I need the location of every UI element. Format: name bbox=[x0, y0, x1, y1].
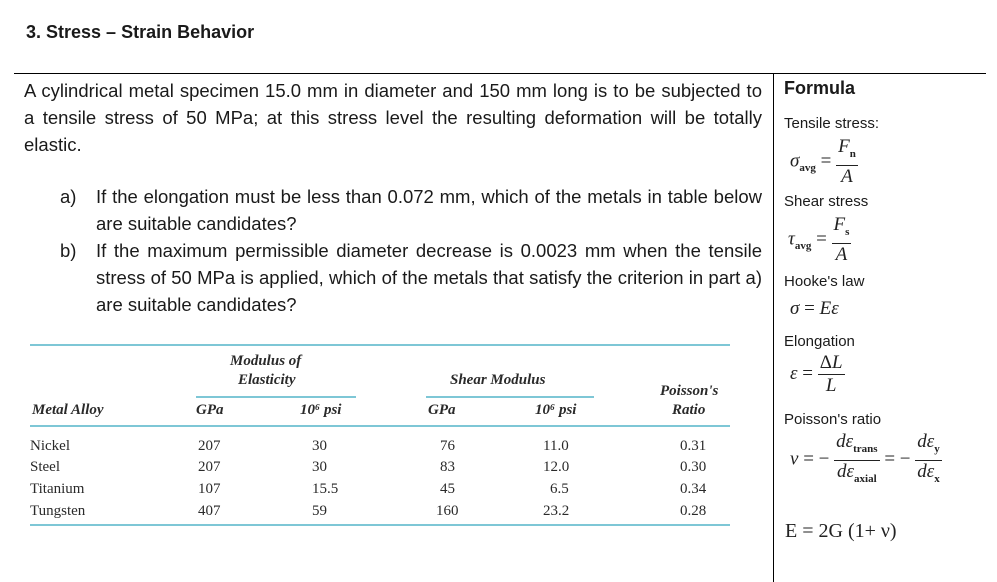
cell-g-psi: 6.5 bbox=[550, 481, 569, 497]
question-a-label: a) bbox=[60, 186, 77, 207]
formula-heading: Formula bbox=[784, 78, 856, 98]
cell-g-psi: 23.2 bbox=[543, 503, 570, 519]
cell-metal: Steel bbox=[30, 459, 60, 475]
cell-g-gpa: 160 bbox=[436, 503, 459, 519]
poisson-formula: ν = − $\frac{d\varepsilon_{trans}}{d\varepsilon_{axial}}$ = − $\frac{d\varepsilon_y}{d\varepsilon_x}$ bbox=[790, 431, 940, 485]
question-b-label: b) bbox=[60, 240, 77, 261]
cell-nu: 0.30 bbox=[680, 459, 707, 475]
modulus-rule bbox=[196, 396, 356, 398]
modulus-relation: E = 2G (1+ ν) bbox=[785, 520, 897, 542]
cell-g-psi: 11.0 bbox=[543, 438, 569, 454]
cell-e-gpa: 207 bbox=[198, 459, 221, 475]
question-b-text: If the maximum permissible diameter decrease is 0.0023 mm when the tensile stress of 50 MPa is applied, which of the metals that satisfy the criterion in part a) are suitable candidates? bbox=[96, 240, 762, 315]
header-psi-2: 10⁶ psi bbox=[535, 402, 577, 418]
cell-e-psi: 15.5 bbox=[312, 481, 339, 497]
elongation-label: Elongation bbox=[784, 333, 855, 350]
cell-e-gpa: 407 bbox=[198, 503, 221, 519]
cell-e-psi: 59 bbox=[312, 503, 327, 519]
cell-nu: 0.34 bbox=[680, 481, 707, 497]
table-top-rule bbox=[30, 344, 730, 346]
cell-g-gpa: 45 bbox=[440, 481, 455, 497]
header-modulus-1: Modulus of bbox=[230, 353, 302, 369]
header-gpa-2: GPa bbox=[428, 402, 456, 418]
column-divider bbox=[773, 73, 774, 582]
table-bottom-rule bbox=[30, 524, 730, 526]
header-shear: Shear Modulus bbox=[450, 372, 546, 388]
tensile-formula: $\sigma_{avg}$ = $\frac{F_n}{A}$ bbox=[790, 136, 856, 187]
cell-e-gpa: 207 bbox=[198, 438, 221, 454]
shear-rule bbox=[426, 396, 594, 398]
cell-metal: Titanium bbox=[30, 481, 85, 497]
poisson-label: Poisson's ratio bbox=[784, 411, 882, 428]
cell-e-psi: 30 bbox=[312, 438, 327, 454]
cell-e-psi: 30 bbox=[312, 459, 327, 475]
section-title: 3. Stress – Strain Behavior bbox=[26, 22, 255, 42]
hooke-label: Hooke's law bbox=[784, 273, 865, 290]
cell-metal: Nickel bbox=[30, 438, 70, 454]
header-divider bbox=[14, 73, 986, 74]
cell-g-psi: 12.0 bbox=[543, 459, 570, 475]
header-poisson-2: Ratio bbox=[672, 402, 706, 418]
problem-intro: A cylindrical metal specimen 15.0 mm in diameter and 150 mm long is to be subjected to a tensile stress of 50 MPa; at this stress level the resulting deformation will be totally elastic. bbox=[24, 80, 762, 155]
header-psi-1: 10⁶ psi bbox=[300, 402, 342, 418]
cell-g-gpa: 76 bbox=[440, 438, 455, 454]
header-metal: Metal Alloy bbox=[32, 402, 104, 418]
cell-nu: 0.28 bbox=[680, 503, 707, 519]
tensile-label: Tensile stress: bbox=[784, 115, 880, 132]
question-a-text: If the elongation must be less than 0.072 mm, which of the metals in table below are suitable candidates? bbox=[96, 186, 762, 234]
header-bottom-rule bbox=[30, 425, 730, 427]
header-modulus-2: Elasticity bbox=[238, 372, 296, 388]
cell-metal: Tungsten bbox=[30, 503, 86, 519]
shear-formula: $\tau_{avg}$ = $\frac{F_s}{A}$ bbox=[788, 214, 850, 265]
header-gpa-1: GPa bbox=[196, 402, 224, 418]
cell-g-gpa: 83 bbox=[440, 459, 455, 475]
cell-nu: 0.31 bbox=[680, 438, 707, 454]
header-poisson-1: Poisson's bbox=[660, 383, 719, 399]
shear-label: Shear stress bbox=[784, 193, 869, 210]
hooke-formula: σ = Eε bbox=[790, 298, 839, 319]
cell-e-gpa: 107 bbox=[198, 481, 221, 497]
elongation-formula: ε = $\frac{\Delta L}{L}$ bbox=[790, 352, 843, 396]
